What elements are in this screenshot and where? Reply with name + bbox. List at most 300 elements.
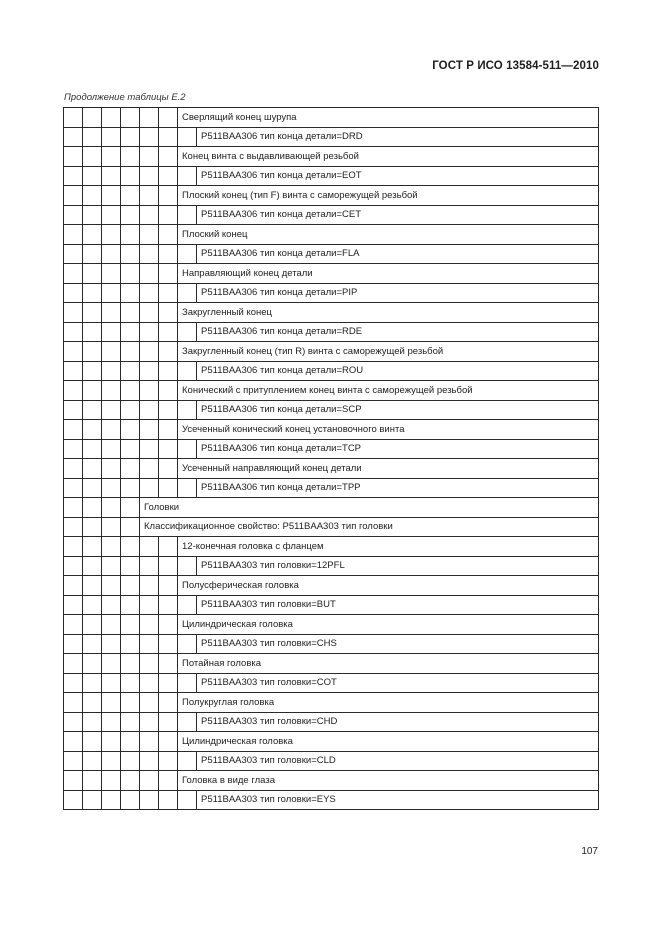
indent-cell (83, 205, 102, 225)
indent-cell (140, 108, 159, 128)
indent-cell (121, 361, 140, 381)
indent-cell (64, 556, 83, 576)
indent-cell (83, 556, 102, 576)
indent-cell (102, 322, 121, 342)
indent-cell (140, 459, 159, 479)
indent-cell (140, 381, 159, 401)
indent-cell (64, 439, 83, 459)
table-row (64, 615, 599, 635)
indent-cell (64, 108, 83, 128)
indent-cell (121, 751, 140, 771)
indent-cell (140, 264, 159, 284)
indent-cell (140, 595, 159, 615)
row-text: P511BAA303 тип головки=CHS (197, 634, 599, 654)
indent-cell (83, 381, 102, 401)
indent-cell (83, 537, 102, 557)
indent-cell (83, 615, 102, 635)
indent-cell (64, 264, 83, 284)
row-text: 12-конечная головка с фланцем (178, 537, 599, 557)
indent-cell (121, 478, 140, 498)
indent-cell (102, 771, 121, 791)
indent-cell (159, 693, 178, 713)
indent-cell (159, 361, 178, 381)
indent-cell (102, 732, 121, 752)
indent-cell (178, 361, 197, 381)
indent-cell (121, 634, 140, 654)
indent-cell (121, 225, 140, 245)
indent-cell (140, 322, 159, 342)
indent-cell (64, 712, 83, 732)
indent-cell (178, 751, 197, 771)
indent-cell (102, 244, 121, 264)
indent-cell (121, 576, 140, 596)
indent-cell (159, 673, 178, 693)
indent-cell (178, 673, 197, 693)
indent-cell (83, 790, 102, 810)
indent-cell (159, 478, 178, 498)
row-text: Плоский конец (тип F) винта с саморежущей резьбой (178, 186, 599, 206)
indent-cell (159, 576, 178, 596)
indent-cell (178, 400, 197, 420)
indent-cell (83, 225, 102, 245)
table-row (64, 693, 599, 713)
indent-cell (178, 283, 197, 303)
indent-cell (121, 166, 140, 186)
indent-cell (121, 595, 140, 615)
row-text: Цилиндрическая головка (178, 615, 599, 635)
indent-cell (64, 459, 83, 479)
indent-cell (64, 654, 83, 674)
indent-cell (140, 225, 159, 245)
indent-cell (83, 498, 102, 518)
indent-cell (64, 615, 83, 635)
indent-cell (102, 751, 121, 771)
indent-cell (159, 381, 178, 401)
indent-cell (102, 205, 121, 225)
indent-cell (121, 732, 140, 752)
indent-cell (159, 283, 178, 303)
indent-cell (83, 166, 102, 186)
row-text: P511BAA306 тип конца детали=ROU (197, 361, 599, 381)
row-text: Направляющий конец детали (178, 264, 599, 284)
indent-cell (121, 420, 140, 440)
indent-cell (102, 576, 121, 596)
indent-cell (83, 595, 102, 615)
indent-cell (159, 790, 178, 810)
indent-cell (140, 478, 159, 498)
indent-cell (83, 283, 102, 303)
indent-cell (121, 790, 140, 810)
indent-cell (64, 283, 83, 303)
row-text: P511BAA306 тип конца детали=TPP (197, 478, 599, 498)
table-row (64, 342, 599, 362)
indent-cell (121, 693, 140, 713)
indent-cell (102, 439, 121, 459)
indent-cell (64, 400, 83, 420)
row-text: Усеченный конический конец установочного винта (178, 420, 599, 440)
indent-cell (83, 751, 102, 771)
table-row (64, 459, 599, 479)
row-text: Конец винта с выдавливающей резьбой (178, 147, 599, 167)
indent-cell (140, 186, 159, 206)
indent-cell (140, 790, 159, 810)
indent-cell (83, 654, 102, 674)
table-row (64, 712, 599, 732)
indent-cell (140, 673, 159, 693)
indent-cell (64, 790, 83, 810)
indent-cell (64, 673, 83, 693)
indent-cell (102, 361, 121, 381)
row-text: P511BAA306 тип конца детали=SCP (197, 400, 599, 420)
indent-cell (83, 673, 102, 693)
indent-cell (159, 400, 178, 420)
indent-cell (159, 732, 178, 752)
indent-cell (102, 654, 121, 674)
indent-cell (178, 439, 197, 459)
indent-cell (64, 166, 83, 186)
indent-cell (121, 205, 140, 225)
table-row (64, 517, 599, 537)
row-text: P511BAA306 тип конца детали=RDE (197, 322, 599, 342)
row-text: Конический с притуплением конец винта с саморежущей резьбой (178, 381, 599, 401)
table-row (64, 498, 599, 518)
indent-cell (83, 322, 102, 342)
indent-cell (140, 712, 159, 732)
indent-cell (159, 303, 178, 323)
row-text: P511BAA303 тип головки=12PFL (197, 556, 599, 576)
table-row (64, 283, 599, 303)
indent-cell (121, 303, 140, 323)
indent-cell (159, 322, 178, 342)
indent-cell (102, 634, 121, 654)
table-row (64, 751, 599, 771)
table-row (64, 634, 599, 654)
indent-cell (64, 693, 83, 713)
indent-cell (64, 322, 83, 342)
row-text: Закругленный конец (тип R) винта с саморежущей резьбой (178, 342, 599, 362)
indent-cell (83, 712, 102, 732)
indent-cell (83, 693, 102, 713)
indent-cell (121, 400, 140, 420)
indent-cell (102, 790, 121, 810)
indent-cell (64, 244, 83, 264)
row-text: Головка в виде глаза (178, 771, 599, 791)
indent-cell (83, 517, 102, 537)
table-row (64, 400, 599, 420)
indent-cell (83, 732, 102, 752)
indent-cell (159, 108, 178, 128)
indent-cell (159, 147, 178, 167)
indent-cell (102, 186, 121, 206)
indent-cell (64, 420, 83, 440)
indent-cell (178, 205, 197, 225)
indent-cell (140, 244, 159, 264)
indent-cell (140, 400, 159, 420)
indent-cell (102, 595, 121, 615)
indent-cell (140, 127, 159, 147)
indent-cell (64, 381, 83, 401)
indent-cell (140, 693, 159, 713)
indent-cell (102, 420, 121, 440)
indent-cell (121, 127, 140, 147)
indent-cell (140, 537, 159, 557)
indent-cell (159, 537, 178, 557)
row-text: Потайная головка (178, 654, 599, 674)
table-row (64, 478, 599, 498)
document-header: ГОСТ Р ИСО 13584-511—2010 (432, 60, 599, 72)
indent-cell (140, 147, 159, 167)
indent-cell (121, 459, 140, 479)
indent-cell (140, 361, 159, 381)
indent-cell (121, 381, 140, 401)
indent-cell (159, 342, 178, 362)
indent-cell (140, 615, 159, 635)
row-text: Полусферическая головка (178, 576, 599, 596)
indent-cell (83, 400, 102, 420)
row-text: Закругленный конец (178, 303, 599, 323)
indent-cell (102, 459, 121, 479)
indent-cell (64, 732, 83, 752)
indent-cell (64, 127, 83, 147)
indent-cell (102, 537, 121, 557)
indent-cell (102, 615, 121, 635)
row-text: Головки (140, 498, 599, 518)
indent-cell (102, 517, 121, 537)
table-row (64, 732, 599, 752)
indent-cell (121, 186, 140, 206)
indent-cell (83, 420, 102, 440)
indent-cell (83, 576, 102, 596)
row-text: P511BAA306 тип конца детали=EOT (197, 166, 599, 186)
indent-cell (159, 654, 178, 674)
row-text: P511BAA303 тип головки=CLD (197, 751, 599, 771)
indent-cell (102, 400, 121, 420)
indent-cell (140, 303, 159, 323)
indent-cell (102, 478, 121, 498)
indent-cell (102, 693, 121, 713)
indent-cell (140, 654, 159, 674)
page-number: 107 (581, 846, 598, 857)
table-row (64, 264, 599, 284)
table-row (64, 576, 599, 596)
indent-cell (140, 166, 159, 186)
indent-cell (83, 108, 102, 128)
row-text: P511BAA306 тип конца детали=DRD (197, 127, 599, 147)
indent-cell (140, 732, 159, 752)
indent-cell (121, 147, 140, 167)
indent-cell (102, 712, 121, 732)
table-row (64, 595, 599, 615)
indent-cell (121, 517, 140, 537)
row-text: P511BAA303 тип головки=EYS (197, 790, 599, 810)
row-text: Цилиндрическая головка (178, 732, 599, 752)
indent-cell (121, 283, 140, 303)
table-row (64, 225, 599, 245)
indent-cell (121, 498, 140, 518)
indent-cell (121, 264, 140, 284)
indent-cell (64, 771, 83, 791)
table-caption: Продолжение таблицы Е.2 (64, 92, 186, 103)
indent-cell (64, 303, 83, 323)
indent-cell (83, 147, 102, 167)
indent-cell (140, 283, 159, 303)
indent-cell (159, 225, 178, 245)
row-text: Усеченный направляющий конец детали (178, 459, 599, 479)
indent-cell (140, 439, 159, 459)
indent-cell (159, 459, 178, 479)
table-row (64, 205, 599, 225)
indent-cell (83, 439, 102, 459)
indent-cell (121, 615, 140, 635)
indent-cell (178, 166, 197, 186)
indent-cell (64, 498, 83, 518)
table-row (64, 244, 599, 264)
indent-cell (102, 108, 121, 128)
indent-cell (178, 634, 197, 654)
row-text: Сверлящий конец шурупа (178, 108, 599, 128)
indent-cell (64, 537, 83, 557)
indent-cell (83, 459, 102, 479)
table-row (64, 556, 599, 576)
indent-cell (64, 361, 83, 381)
indent-cell (159, 771, 178, 791)
table-row (64, 771, 599, 791)
indent-cell (121, 322, 140, 342)
indent-cell (102, 556, 121, 576)
indent-cell (159, 420, 178, 440)
indent-cell (83, 244, 102, 264)
table-row (64, 790, 599, 810)
indent-cell (102, 264, 121, 284)
indent-cell (121, 654, 140, 674)
indent-cell (121, 771, 140, 791)
table-row (64, 420, 599, 440)
indent-cell (159, 634, 178, 654)
indent-cell (178, 127, 197, 147)
indent-cell (102, 147, 121, 167)
table-body (64, 108, 599, 810)
indent-cell (121, 712, 140, 732)
indent-cell (178, 790, 197, 810)
indent-cell (102, 498, 121, 518)
indent-cell (64, 205, 83, 225)
indent-cell (159, 751, 178, 771)
indent-cell (121, 673, 140, 693)
indent-cell (83, 342, 102, 362)
indent-cell (64, 225, 83, 245)
indent-cell (64, 576, 83, 596)
indent-cell (102, 342, 121, 362)
indent-cell (178, 244, 197, 264)
indent-cell (121, 342, 140, 362)
row-text: Плоский конец (178, 225, 599, 245)
indent-cell (64, 147, 83, 167)
table-row (64, 127, 599, 147)
indent-cell (64, 517, 83, 537)
row-text: Классификационное свойство: P511BAA303 тип головки (140, 517, 599, 537)
indent-cell (83, 478, 102, 498)
indent-cell (178, 595, 197, 615)
indent-cell (159, 264, 178, 284)
table-row (64, 303, 599, 323)
row-text: P511BAA303 тип головки=COT (197, 673, 599, 693)
indent-cell (83, 186, 102, 206)
indent-cell (102, 673, 121, 693)
indent-cell (83, 303, 102, 323)
row-text: P511BAA303 тип головки=BUT (197, 595, 599, 615)
indent-cell (64, 342, 83, 362)
indent-cell (140, 205, 159, 225)
indent-cell (140, 771, 159, 791)
indent-cell (83, 771, 102, 791)
indent-cell (140, 634, 159, 654)
indent-cell (178, 556, 197, 576)
indent-cell (178, 712, 197, 732)
indent-cell (159, 615, 178, 635)
indent-cell (140, 420, 159, 440)
table-row (64, 381, 599, 401)
indent-cell (121, 244, 140, 264)
indent-cell (102, 225, 121, 245)
indent-cell (159, 205, 178, 225)
indent-cell (64, 186, 83, 206)
indent-cell (64, 595, 83, 615)
table-row (64, 108, 599, 128)
indent-cell (121, 537, 140, 557)
indent-cell (159, 166, 178, 186)
indent-cell (102, 303, 121, 323)
indent-cell (121, 108, 140, 128)
table-row (64, 361, 599, 381)
table-row (64, 186, 599, 206)
table-row (64, 147, 599, 167)
row-text: P511BAA306 тип конца детали=TCP (197, 439, 599, 459)
indent-cell (159, 556, 178, 576)
indent-cell (102, 381, 121, 401)
row-text: P511BAA306 тип конца детали=FLA (197, 244, 599, 264)
table-row (64, 166, 599, 186)
classification-table (63, 107, 599, 810)
indent-cell (64, 634, 83, 654)
indent-cell (140, 556, 159, 576)
table-row (64, 654, 599, 674)
row-text: Полукруглая головка (178, 693, 599, 713)
indent-cell (159, 186, 178, 206)
indent-cell (83, 361, 102, 381)
indent-cell (159, 439, 178, 459)
indent-cell (64, 751, 83, 771)
indent-cell (102, 127, 121, 147)
indent-cell (83, 634, 102, 654)
indent-cell (159, 595, 178, 615)
indent-cell (102, 166, 121, 186)
indent-cell (121, 439, 140, 459)
table-row (64, 537, 599, 557)
indent-cell (159, 712, 178, 732)
row-text: P511BAA306 тип конца детали=PIP (197, 283, 599, 303)
indent-cell (140, 751, 159, 771)
indent-cell (159, 244, 178, 264)
indent-cell (178, 478, 197, 498)
table-row (64, 673, 599, 693)
indent-cell (83, 264, 102, 284)
indent-cell (140, 576, 159, 596)
indent-cell (178, 322, 197, 342)
row-text: P511BAA303 тип головки=CHD (197, 712, 599, 732)
indent-cell (140, 342, 159, 362)
table-row (64, 322, 599, 342)
indent-cell (159, 127, 178, 147)
